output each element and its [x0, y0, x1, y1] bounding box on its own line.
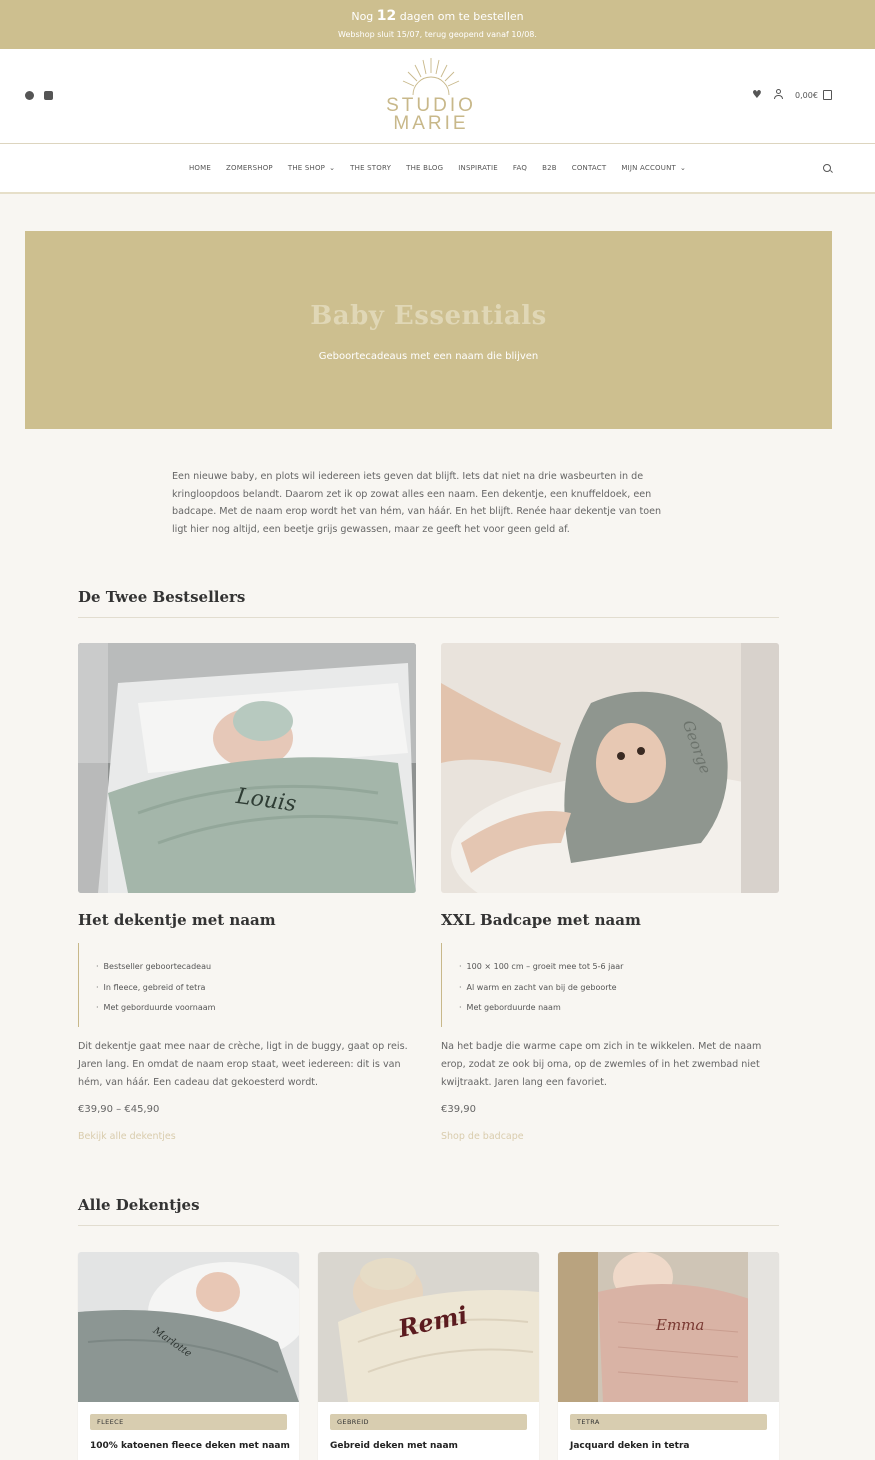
product-price-badcape: €39,90	[441, 1104, 476, 1115]
section-title-dekentjes: Alle Dekentjes	[78, 1196, 779, 1226]
view-all-blankets-link[interactable]: Bekijk alle dekentjes	[78, 1131, 176, 1142]
card-title[interactable]: Gebreid deken met naam	[330, 1441, 458, 1451]
hero-subtitle: Geboortecadeaus met een naam die blijven	[318, 351, 539, 362]
wishlist-button[interactable]	[752, 89, 762, 100]
main-nav	[0, 144, 875, 194]
site-logo[interactable]	[385, 57, 477, 137]
hero-banner	[25, 231, 832, 429]
logo-line1: STUDIO	[386, 95, 476, 116]
logo-line2: MARIE	[393, 113, 469, 134]
account-button[interactable]	[774, 89, 784, 100]
baby-blanket-photo	[78, 643, 416, 893]
baby-badcape-photo	[441, 643, 779, 893]
product-image-dekentje[interactable]	[78, 643, 416, 893]
chevron-down-icon: ⌄	[679, 164, 687, 172]
feature-item: · Met geborduurde naam	[459, 998, 761, 1019]
feature-item: · 100 × 100 cm – groeit mee tot 5-6 jaar	[459, 957, 761, 978]
nav-item-the-blog[interactable]: THE BLOG	[406, 164, 444, 172]
section-title-bestsellers: De Twee Bestsellers	[78, 588, 779, 618]
feature-item: · Met geborduurde voornaam	[96, 998, 398, 1019]
nav-item-home[interactable]: HOME	[188, 164, 211, 172]
nav-item-inspiratie[interactable]: INSPIRATIE	[458, 164, 498, 172]
hero-title: Baby Essentials	[310, 301, 547, 331]
card-image-name: Remi	[395, 1300, 470, 1343]
feature-item: · Al warm en zacht van bij de geboorte	[459, 978, 761, 999]
nav-item-b2b[interactable]: B2B	[542, 164, 557, 172]
intro-text: Een nieuwe baby, en plots wil iedereen iets geven dat blijft. Iets dat niet na drie wasbeurten in de kringloopdoos belandt. Daarom zet ik op zowat alles een naam. Een dekentje, een knuffeldoek, een badcape. Met de naam erop wordt het van hém, van háár. En het blijft. Renée haar dekentje van toen ligt hier nog altijd, een beetje grijs gewassen, maar ze geeft het voor geen geld af.	[172, 471, 662, 535]
announcement-subline: Webshop sluit 15/07, terug geopend vanaf 10/08.	[338, 30, 537, 39]
card-title[interactable]: Jacquard deken in tetra	[570, 1441, 690, 1451]
nav-item-zomershop[interactable]: ZOMERSHOP	[225, 164, 273, 172]
product-description-dekentje: Dit dekentje gaat mee naar de crèche, ligt in de buggy, gaat op reis. Jaren lang. En omdat de naam erop staat, weet iedereen: dit is van hém, van háár. Een cadeau dat gekoesterd wordt.	[78, 1041, 408, 1088]
product-title-badcape[interactable]: XXL Badcape met naam	[441, 911, 641, 929]
product-image-badcape[interactable]	[441, 643, 779, 893]
product-title-dekentje[interactable]: Het dekentje met naam	[78, 911, 276, 929]
announcement-countdown: Nog 12 dagen om te bestellen	[351, 8, 524, 24]
blanket-name-text: Louis	[234, 783, 298, 818]
nav-item-mijn-account[interactable]: MIJN ACCOUNT ⌄	[621, 164, 687, 172]
instagram-link[interactable]	[44, 91, 53, 100]
product-card-fleece[interactable]	[78, 1252, 299, 1460]
feature-item: · Bestseller geboortecadeau	[96, 957, 398, 978]
product-description-badcape: Na het badje die warme cape om zich in te wikkelen. Met de naam erop, zodat ze ook bij oma, op de zwemles of in het zwembad niet kwijtraakt. Jaren lang een favoriet.	[441, 1041, 762, 1088]
nav-item-faq[interactable]: FAQ	[512, 164, 528, 172]
feature-list-dekentje	[78, 943, 398, 1027]
product-card-gebreid[interactable]	[318, 1252, 539, 1460]
heart-icon: ♥	[752, 88, 762, 101]
nav-item-the-story[interactable]: THE STORY	[350, 164, 392, 172]
card-title[interactable]: 100% katoenen fleece deken met naam	[90, 1441, 290, 1451]
feature-list-badcape	[441, 943, 761, 1027]
facebook-link[interactable]	[25, 91, 34, 100]
cart-total[interactable]: 0,00€	[795, 91, 818, 100]
product-image-fleece	[78, 1252, 299, 1402]
category-badge: FLEECE	[90, 1414, 287, 1430]
category-badge: GEBREID	[330, 1414, 527, 1430]
shop-badcape-link[interactable]: Shop de badcape	[441, 1131, 524, 1142]
chevron-down-icon: ⌄	[329, 164, 336, 172]
product-card-tetra[interactable]	[558, 1252, 779, 1460]
feature-item: · In fleece, gebreid of tetra	[96, 978, 398, 999]
product-price-dekentje: €39,90 – €45,90	[78, 1104, 160, 1115]
cart-icon[interactable]	[823, 90, 832, 100]
category-badge: TETRA	[570, 1414, 767, 1430]
announcement-bar	[0, 0, 875, 49]
card-image-name: Emma	[656, 1316, 705, 1334]
search-icon[interactable]	[823, 164, 831, 172]
nav-item-contact[interactable]: CONTACT	[571, 164, 607, 172]
instagram-icon	[44, 91, 53, 100]
countdown-days: 12	[376, 8, 397, 24]
card-image-name: Marlotte	[150, 1325, 194, 1360]
sun-rays-icon	[401, 57, 461, 97]
facebook-icon	[25, 91, 34, 100]
badcape-name-text: George	[678, 717, 715, 777]
nav-item-the-shop[interactable]: THE SHOP ⌄	[287, 164, 336, 172]
site-header	[0, 49, 875, 144]
